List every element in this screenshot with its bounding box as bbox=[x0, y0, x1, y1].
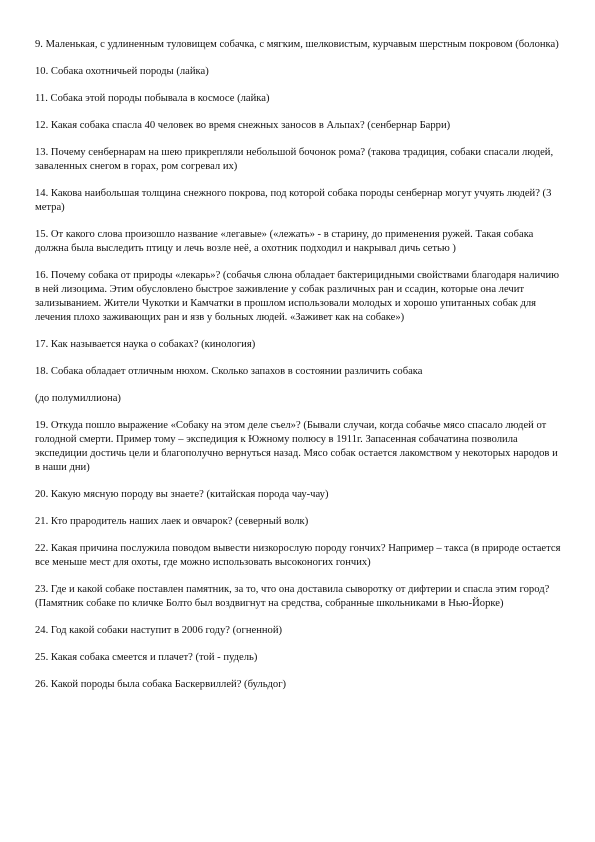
question-11: 11. Собака этой породы побывала в космосе (лайка) bbox=[35, 93, 270, 104]
question-9: 9. Маленькая, с удлиненным туловищем собачка, с мягким, шелковистым, курчавым шерстным покровом (болонка) bbox=[35, 39, 559, 50]
question-19: 19. Откуда пошло выражение «Собаку на этом деле съел»? (Бывали случаи, когда собачье мясо спасало людей от голодной смерти. Пример тому – экспедиция к Южному полюсу в 1911г. Запасенная собачатина позволила экспедиции достичь цели и благополучно вернуться назад. Мясо собак остается лакомством у некоторых народов и в наши дни) bbox=[35, 420, 558, 473]
question-20: 20. Какую мясную породу вы знаете? (китайская порода чау-чау) bbox=[35, 489, 329, 500]
question-22: 22. Какая причина послужила поводом вывести низкорослую породу гончих? Например – такса (в природе остается все меньше мест для охоты, где можно использовать высоконогих гончих) bbox=[35, 543, 561, 568]
question-23: 23. Где и какой собаке поставлен памятник, за то, что она доставила сыворотку от дифтерии и спасла этим город? (Памятник собаке по кличке Болто был воздвигнут на средства, собранные школьниками в Нью-Йорке) bbox=[35, 584, 550, 609]
question-14: 14. Какова наибольшая толщина снежного покрова, под которой собака породы сенбернар могут учуять людей? (3 метра) bbox=[35, 188, 552, 213]
question-12: 12. Какая собака спасла 40 человек во время снежных заносов в Альпах? (сенбернар Барри) bbox=[35, 120, 451, 131]
question-13: 13. Почему сенбернарам на шею прикрепляли небольшой бочонок рома? (такова традиция, собаки спасали людей, заваленных снегом в горах, ром согревал их) bbox=[35, 147, 554, 172]
question-25: 25. Какая собака смеется и плачет? (той - пудель) bbox=[35, 652, 258, 663]
question-21: 21. Кто прародитель наших лаек и овчарок? (северный волк) bbox=[35, 516, 309, 527]
question-15: 15. От какого слова произошло название «легавые» («лежать» - в старину, до применения ружей. Такая собака должна была выследить птицу и лечь возле неё, а охотник подходил и накрывал дичь сетью ) bbox=[35, 229, 534, 254]
question-17: 17. Как называется наука о собаках? (кинология) bbox=[35, 339, 256, 350]
question-16: 16. Почему собака от природы «лекарь»? (собачья слюна обладает бактерицидными свойствами благодаря наличию в ней лизоцима. Этим обусловлено быстрое заживление у собак различных ран и ссадин, которые она лечит зализыванием. Жители Чукотки и Камчатки в прошлом использовали молодых и хорошо упитанных собак для лечения плохо заживающих ран и язв у больных людей. «Заживет как на собаке») bbox=[35, 270, 560, 323]
answer-18: (до полумиллиона) bbox=[35, 393, 121, 404]
question-18: 18. Собака обладает отличным нюхом. Сколько запахов в состоянии различить собака bbox=[35, 366, 423, 377]
question-24: 24. Год какой собаки наступит в 2006 году? (огненной) bbox=[35, 625, 283, 636]
question-26: 26. Какой породы была собака Баскервиллей? (бульдог) bbox=[35, 679, 287, 690]
question-10: 10. Собака охотничьей породы (лайка) bbox=[35, 66, 209, 77]
document-page bbox=[35, 38, 565, 705]
